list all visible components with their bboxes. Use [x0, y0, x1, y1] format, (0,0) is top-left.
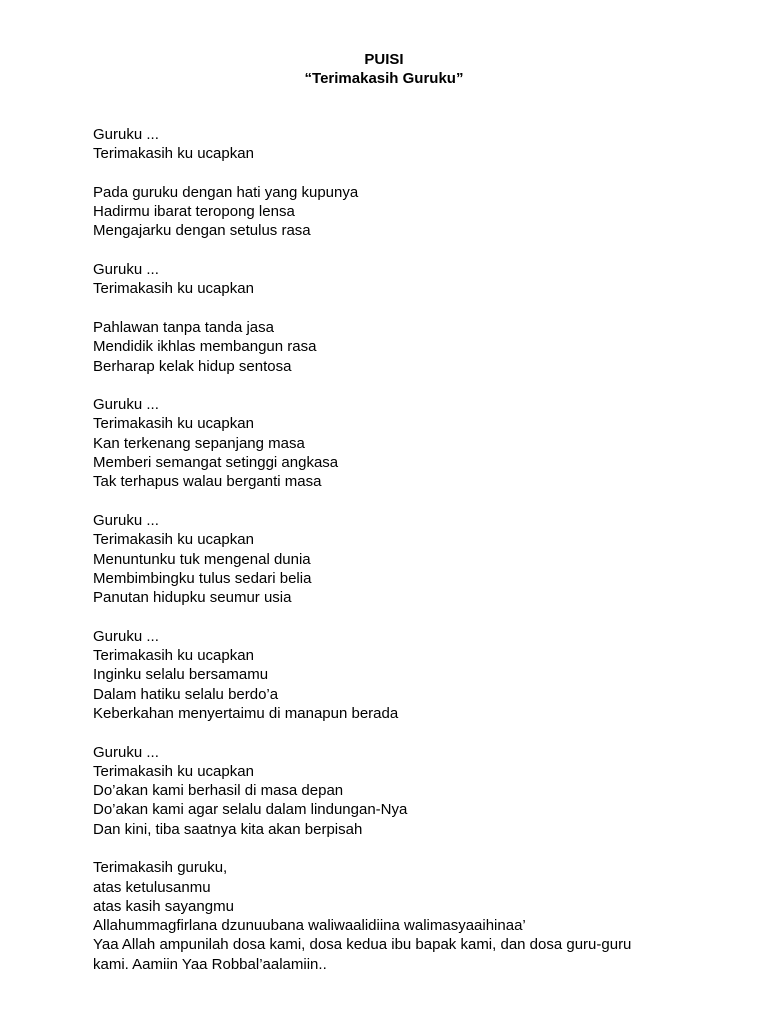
poem-body	[93, 125, 693, 993]
poem-line: Mendidik ikhlas membangun rasa	[93, 338, 317, 356]
poem-line: Guruku ...	[93, 261, 159, 279]
poem-stanza	[93, 260, 693, 299]
poem-line: Terimakasih guruku,	[93, 859, 228, 877]
poem-line: Do’akan kami berhasil di masa depan	[93, 782, 344, 800]
poem-line: Membimbingku tulus sedari belia	[93, 569, 312, 587]
poem-line: Mengajarku dengan setulus rasa	[93, 222, 311, 240]
poem-stanza	[93, 743, 693, 839]
poem-stanza	[93, 395, 693, 491]
poem-line: Dalam hatiku selalu berdo’a	[93, 685, 279, 703]
poem-line: Pahlawan tanpa tanda jasa	[93, 318, 274, 336]
poem-line: Do’akan kami agar selalu dalam lindungan-Nya	[93, 801, 408, 819]
poem-line: Terimakasih ku ucapkan	[93, 145, 254, 163]
poem-stanza	[93, 183, 693, 241]
poem-line: Allahummagfirlana dzunuubana waliwaalidiina walimasyaaihinaa’	[93, 917, 526, 935]
poem-line: atas kasih sayangmu	[93, 897, 234, 915]
poem-line: Guruku ...	[93, 627, 159, 645]
poem-stanza	[93, 511, 693, 607]
poem-line: Berharap kelak hidup sentosa	[93, 357, 292, 375]
poem-line: Pada guruku dengan hati yang kupunya	[93, 183, 359, 201]
document-title-block	[0, 50, 768, 88]
poem-line: Terimakasih ku ucapkan	[93, 531, 254, 549]
poem-line: atas ketulusanmu	[93, 878, 211, 896]
poem-line: Terimakasih ku ucapkan	[93, 280, 254, 298]
document-heading: PUISI	[364, 51, 404, 68]
poem-line: Dan kini, tiba saatnya kita akan berpisah	[93, 820, 363, 838]
poem-line: Yaa Allah ampunilah dosa kami, dosa kedua ibu bapak kami, dan dosa guru-guru kami. Aamiin Yaa Robbal’aalamiin..	[93, 936, 632, 973]
poem-line: Kan terkenang sepanjang masa	[93, 434, 305, 452]
poem-line: Guruku ...	[93, 743, 159, 761]
poem-line: Tak terhapus walau berganti masa	[93, 473, 322, 491]
poem-title: “Terimakasih Guruku”	[304, 70, 464, 87]
poem-line: Guruku ...	[93, 126, 159, 143]
poem-stanza	[93, 627, 693, 723]
poem-stanza	[93, 858, 693, 974]
poem-line: Guruku ...	[93, 511, 159, 529]
poem-line: Hadirmu ibarat teropong lensa	[93, 203, 295, 221]
poem-line: Panutan hidupku seumur usia	[93, 589, 292, 607]
poem-line: Terimakasih ku ucapkan	[93, 647, 254, 665]
poem-line: Inginku selalu bersamamu	[93, 666, 269, 684]
poem-line: Terimakasih ku ucapkan	[93, 415, 254, 433]
poem-line: Keberkahan menyertaimu di manapun berada	[93, 704, 399, 722]
poem-line: Terimakasih ku ucapkan	[93, 762, 254, 780]
poem-stanza	[93, 125, 693, 164]
poem-line: Menuntunku tuk mengenal dunia	[93, 550, 311, 568]
poem-stanza	[93, 318, 693, 376]
poem-line: Memberi semangat setinggi angkasa	[93, 454, 339, 472]
poem-line: Guruku ...	[93, 396, 159, 414]
